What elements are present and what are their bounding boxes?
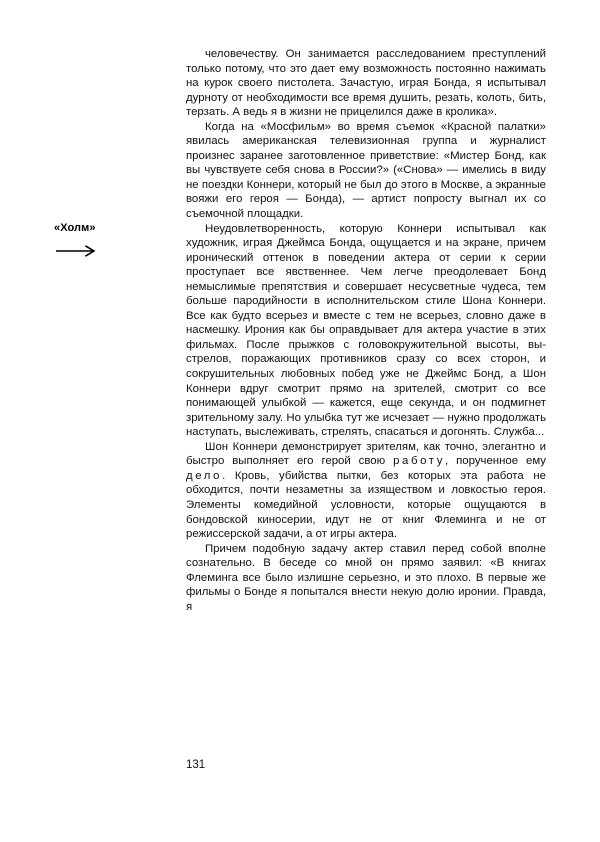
paragraph-5: Причем подобную задачу актер ставил перед собой вполне сознательно. В беседе со мной он прямо заявил: «В книгах Флеминга все было излишне серьезно, и это плохо. В первые же фильмы о Бонде я попытался внести некую долю иронии. Правда, я bbox=[186, 542, 546, 613]
page-number: 131 bbox=[186, 759, 206, 771]
body-text-column bbox=[186, 47, 546, 614]
emphasis-letterspaced: работу bbox=[393, 455, 446, 468]
paragraph-2: Когда на «Мосфильм» во время съемок «Красной палатки» явилась американская телевизионная группа и журналист произнес заранее заготовленное приветствие: «Мистер Бонд, как вы чувствуете себя снова в России?» («Снова» — имелись в виду не поездки Коннери, который не был до этого в Москве, а экранные вояжи его героя — Бонда), — артист попросту выгнал их со съемочной площадки. bbox=[186, 120, 546, 221]
margin-annotation-label: «Холм» bbox=[54, 222, 96, 234]
margin-annotation bbox=[54, 222, 174, 258]
paragraph-1: человечеству. Он занимается расследованием преступлений только потому, что это дает ему возможность постоянно нажимать на курок своего пистолета. Зачастую, играя Бонда, я испытывал дурноту от необходимости все время душить, резать, колоть, бить, терзать. А ведь я в жизни не прицелился даже в кролика». bbox=[186, 48, 546, 119]
emphasis-letterspaced: дело bbox=[186, 469, 223, 482]
paragraph-3: Неудовлетворенность, которую Коннери испытывал как художник, играя Джеймса Бонда, ощущается и на экране, причем иронический оттенок в поведении актера от серии к серии проступает все явственнее. Чем легче преодолевает Бонд немыслимые препятствия и совершает несусветные чудеса, тем больше пародийности в исполнительском стиле Шона Коннери. Все как будто всерьез и вместе с тем не всерьез, словно даже в насмешку. Ирония как бы оправдывает для актера участие в этих фильмах. После прыжков с головокружительной высоты, выстрелов, поражающих противников сразу со всех сторон, и сокрушительных любовных побед уже не Джеймс Бонд, а Шон Коннери вдруг смотрит прямо на зрителей, смотрит со все понимающей улыбкой — кажется, еще секунда, и он подмигнет зрительному залу. Но улыбка тут же исчезает — нужно продолжать наступать, выслеживать, стрелять, спасаться и догонять. Служба... bbox=[186, 222, 546, 439]
paragraph-4: Шон Коннери демонстрирует зрителям, как точно, элегантно и быстро выполняет его герой свою работу, порученное ему дело. Кровь, убийства пытки, без которых эта работа не обходится, почти незаметны за изяществом и ловкостью героя. Элементы комедийной условности, которые ощущаются в бондовской киносерии, идут не от книг Флеминга и не от режиссерской задачи, а от игры актера. bbox=[186, 440, 546, 541]
arrow-right-icon bbox=[55, 244, 99, 258]
